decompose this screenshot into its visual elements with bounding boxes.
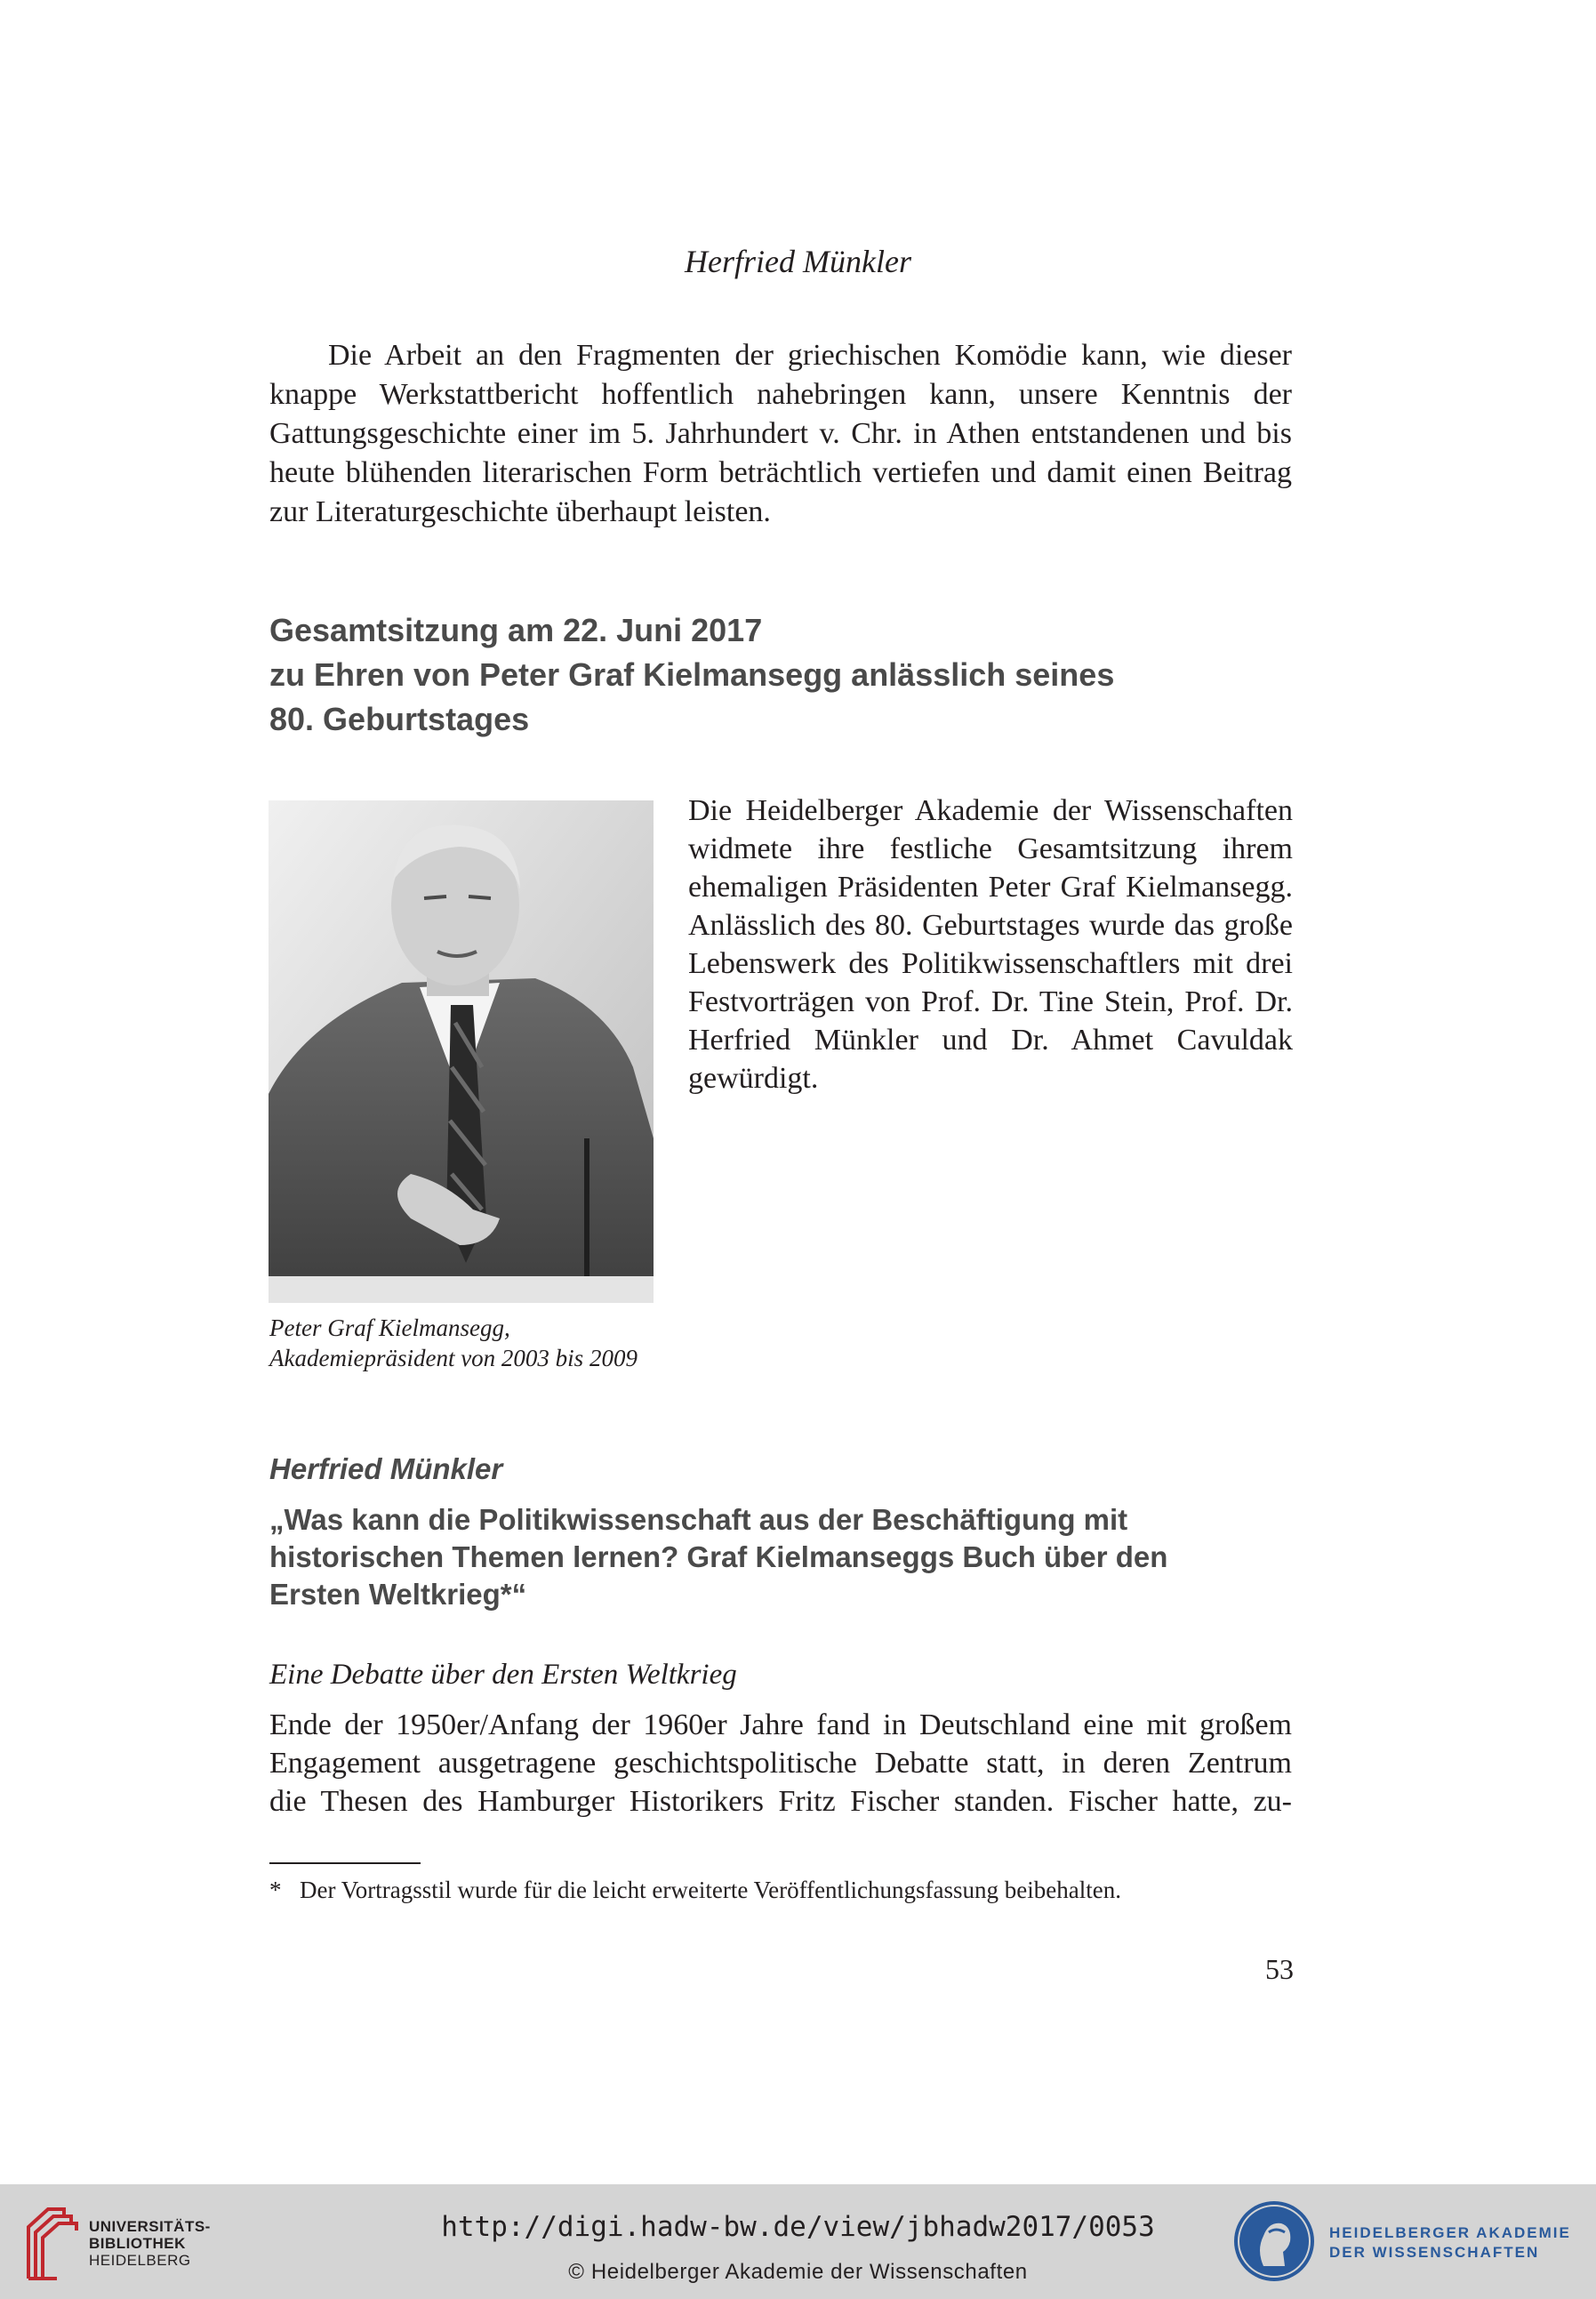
footnote [269, 1875, 1292, 1905]
portrait-photo [269, 800, 654, 1303]
section-heading-line: 80. Geburtstages [269, 701, 530, 737]
talk-body-line: Engagement ausgetragene geschichtspolitische Debatte statt, in deren Zentrum [269, 1747, 1292, 1780]
footnote-rule [269, 1862, 421, 1864]
talk-title-line: Ersten Weltkrieg*“ [269, 1578, 527, 1611]
talk-body [269, 1706, 1292, 1821]
page-number: 53 [1265, 1953, 1294, 1985]
talk-body-line: Ende der 1950er/Anfang der 1960er Jahre fand in Deutschland eine mit großem [269, 1708, 1292, 1741]
talk-author: Herfried Münkler [269, 1452, 503, 1485]
section-heading-line: zu Ehren von Peter Graf Kielmansegg anlässlich seines [269, 656, 1115, 693]
section-heading [269, 608, 1336, 742]
copyright-notice: © Heidelberger Akademie der Wissenschaften [568, 2260, 1028, 2284]
photo-paragraph: Die Heidelberger Akademie der Wissenschaften widmete ihre festliche Gesamtsitzung ihrem ehemaligen Präsidenten Peter Graf Kielmansegg. Anlässlich des 80. Geburtstages wurde das große Lebenswerk des Politikwissenschaftlers mit drei Festvorträgen von Prof. Dr. Tine Stein, Prof. Dr. Herfried Münkler und Dr. Ahmet Cavuldak gewürdigt. [688, 794, 1293, 1095]
talk-subheading: Eine Debatte über den Ersten Weltkrieg [269, 1659, 737, 1691]
talk-title [269, 1501, 1292, 1613]
library-name-line: BIBLIOTHEK [89, 2235, 186, 2252]
footnote-mark: * [269, 1877, 282, 1903]
talk-title-line: historischen Themen lernen? Graf Kielmanseggs Buch über den [269, 1540, 1168, 1573]
intro-paragraph: Die Arbeit an den Fragmenten der griechischen Komödie kann, wie dieser knappe Werkstattbericht hoffentlich nahebringen kann, unsere Kenntnis der Gattungsgeschichte einer im 5. Jahrhundert v. Chr. in Athen entstandenen und bis heute blühenden literarischen Form beträchtlich vertiefen und damit einen Beitrag zur Literaturgeschichte überhaupt leisten. [269, 339, 1292, 528]
library-name-line: UNIVERSITÄTS- [89, 2218, 211, 2235]
talk-title-line: „Was kann die Politikwissenschaft aus der Beschäftigung mit [269, 1503, 1128, 1536]
footnote-text: Der Vortragsstil wurde für die leicht erweiterte Veröffentlichungsfassung beibehalten. [300, 1877, 1121, 1903]
running-head: Herfried Münkler [685, 244, 911, 279]
academy-logo[interactable] [1230, 2197, 1585, 2286]
academy-seal-icon [1230, 2197, 1319, 2286]
photo-caption-line: Akademiepräsident von 2003 bis 2009 [269, 1345, 638, 1371]
academy-name-line: HEIDELBERGER AKADEMIE [1329, 2224, 1571, 2241]
academy-name-line: DER WISSENSCHAFTEN [1329, 2244, 1540, 2261]
document-url-link[interactable]: http://digi.hadw-bw.de/view/jbhadw2017/0053 [441, 2211, 1155, 2243]
library-name-line: HEIDELBERG [89, 2252, 191, 2269]
academy-name [1329, 2223, 1571, 2263]
photo-caption-line: Peter Graf Kielmansegg, [269, 1314, 510, 1341]
footer-bar [0, 2184, 1596, 2299]
photo-caption [269, 1313, 714, 1373]
section-heading-line: Gesamtsitzung am 22. Juni 2017 [269, 612, 763, 648]
talk-body-line: die Thesen des Hamburger Historikers Fritz Fischer standen. Fischer hatte, zu- [269, 1785, 1292, 1818]
